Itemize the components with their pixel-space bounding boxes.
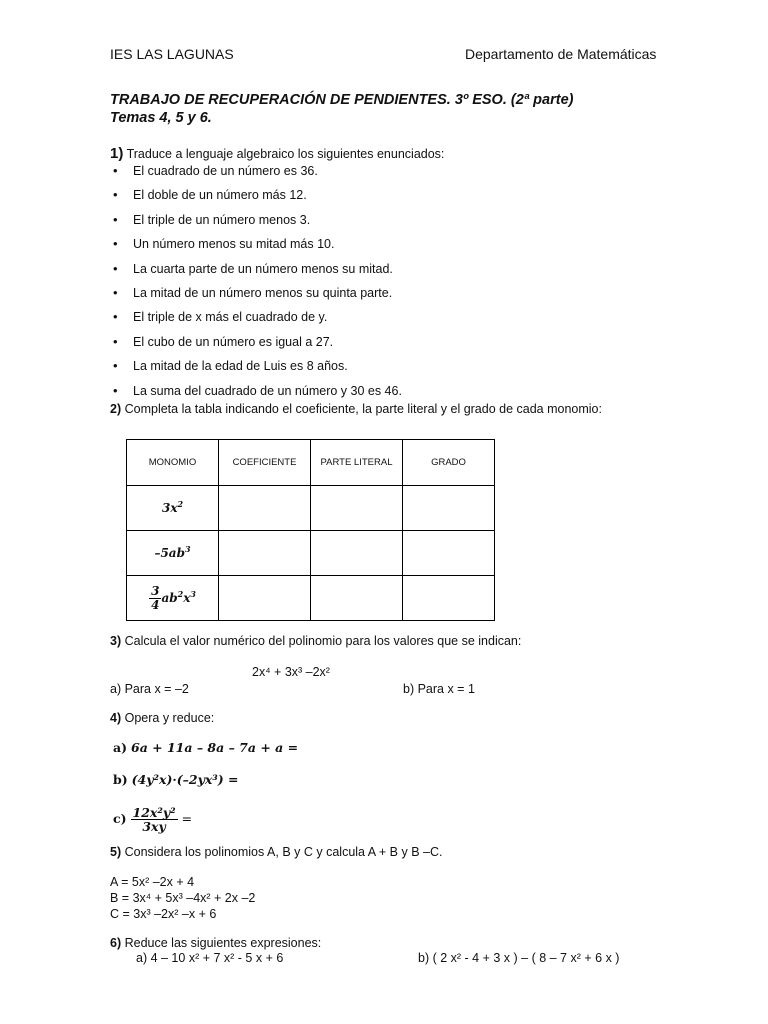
fraction: $\frac{3}{4}$ (151, 583, 160, 612)
literal-part-cell[interactable] (311, 576, 403, 621)
literal-part-cell[interactable] (311, 486, 403, 531)
header-coeficiente: COEFICIENTE (219, 440, 311, 486)
question-1-list (110, 163, 402, 407)
list-item: • El doble de un número más 12. (110, 187, 402, 211)
monomial-expression: $\frac{3}{4}$ $ab^2x^3$ (151, 583, 196, 612)
expression-c: c) $\frac{\text{12x²y²}}{3xy}$ = (113, 805, 193, 834)
expression-6b: b) ( 2 x² - 4 + 3 x ) – ( 8 – 7 x² + 6 x ) (418, 951, 620, 965)
question-3-number: 3) (110, 634, 122, 648)
expression-6a: a) 4 – 10 x² + 7 x² - 5 x + 6 (136, 951, 284, 965)
table-row (127, 486, 495, 531)
degree-cell[interactable] (403, 576, 495, 621)
polynomial-c: C = 3x³ –2x² –x + 6 (110, 907, 217, 921)
question-2-number: 2) (110, 402, 122, 416)
question-4-prompt: Opera y reduce: (124, 711, 215, 725)
monomial-expression: $-5ab^3$ (154, 544, 191, 560)
question-5-number: 5) (110, 845, 122, 859)
table-row (127, 531, 495, 576)
literal-part-cell[interactable] (311, 531, 403, 576)
list-item: • Un número menos su mitad más 10. (110, 236, 402, 260)
question-3 (110, 634, 521, 648)
header-grado: GRADO (403, 440, 495, 486)
list-item: • La suma del cuadrado de un número y 30 es 46. (110, 383, 402, 407)
question-2-prompt: Completa la tabla indicando el coeficiente, la parte literal y el grado de cada monomio: (124, 402, 602, 416)
question-6 (110, 936, 321, 950)
list-item: • El triple de un número menos 3. (110, 212, 402, 236)
part-a: a) Para x = –2 (110, 682, 189, 696)
list-item: • El cubo de un número es igual a 27. (110, 334, 402, 358)
page-title: TRABAJO DE RECUPERACIÓN DE PENDIENTES. 3º ESO. (2ª parte) (110, 92, 574, 108)
page-subtitle: Temas 4, 5 y 6. (110, 110, 212, 126)
list-item: • El triple de x más el cuadrado de y. (110, 309, 402, 333)
degree-cell[interactable] (403, 486, 495, 531)
question-6-number: 6) (110, 936, 122, 950)
question-2 (110, 402, 602, 416)
header-monomio: MONOMIO (127, 440, 219, 486)
coefficient-cell[interactable] (219, 531, 311, 576)
monomial-table (126, 439, 495, 621)
monomial-cell (127, 576, 219, 621)
polynomial-a: A = 5x² –2x + 4 (110, 875, 195, 889)
question-1-number: 1) (110, 145, 124, 162)
part-b: b) Para x = 1 (403, 682, 475, 696)
question-1-prompt: Traduce a lenguaje algebraico los siguientes enunciados: (126, 147, 445, 161)
table-row (127, 576, 495, 621)
list-item: • El cuadrado de un número es 36. (110, 163, 402, 187)
question-4-number: 4) (110, 711, 122, 725)
department-name: Departamento de Matemáticas (465, 46, 657, 62)
polynomial-expression: 2x⁴ + 3x³ –2x² (252, 665, 330, 679)
question-3-prompt: Calcula el valor numérico del polinomio para los valores que se indican: (124, 634, 522, 648)
expression-a: a) 6a + 11a – 8a – 7a + a = (113, 740, 299, 755)
polynomial-b: B = 3x⁴ + 5x³ –4x² + 2x –2 (110, 891, 256, 905)
school-name: IES LAS LAGUNAS (110, 46, 234, 62)
coefficient-cell[interactable] (219, 576, 311, 621)
monomial-cell (127, 531, 219, 576)
monomial-expression: $3x^2$ (161, 499, 184, 515)
question-4 (110, 711, 214, 725)
question-5 (110, 845, 442, 859)
list-item: • La mitad de un número menos su quinta parte. (110, 285, 402, 309)
expression-b: b) (4y²x)·(–2yx³) = (113, 772, 239, 787)
header-parte-literal: PARTE LITERAL (311, 440, 403, 486)
question-5-prompt: Considera los polinomios A, B y C y calcula A + B y B –C. (124, 845, 443, 859)
question-1 (110, 145, 444, 162)
table-header-row (127, 440, 495, 486)
list-item: • La mitad de la edad de Luis es 8 años. (110, 358, 402, 382)
list-item: • La cuarta parte de un número menos su mitad. (110, 261, 402, 285)
coefficient-cell[interactable] (219, 486, 311, 531)
question-6-prompt: Reduce las siguientes expresiones: (124, 936, 322, 950)
degree-cell[interactable] (403, 531, 495, 576)
monomial-cell (127, 486, 219, 531)
fraction: $\frac{\text{12x²y²}}{3xy}$ (132, 805, 176, 834)
